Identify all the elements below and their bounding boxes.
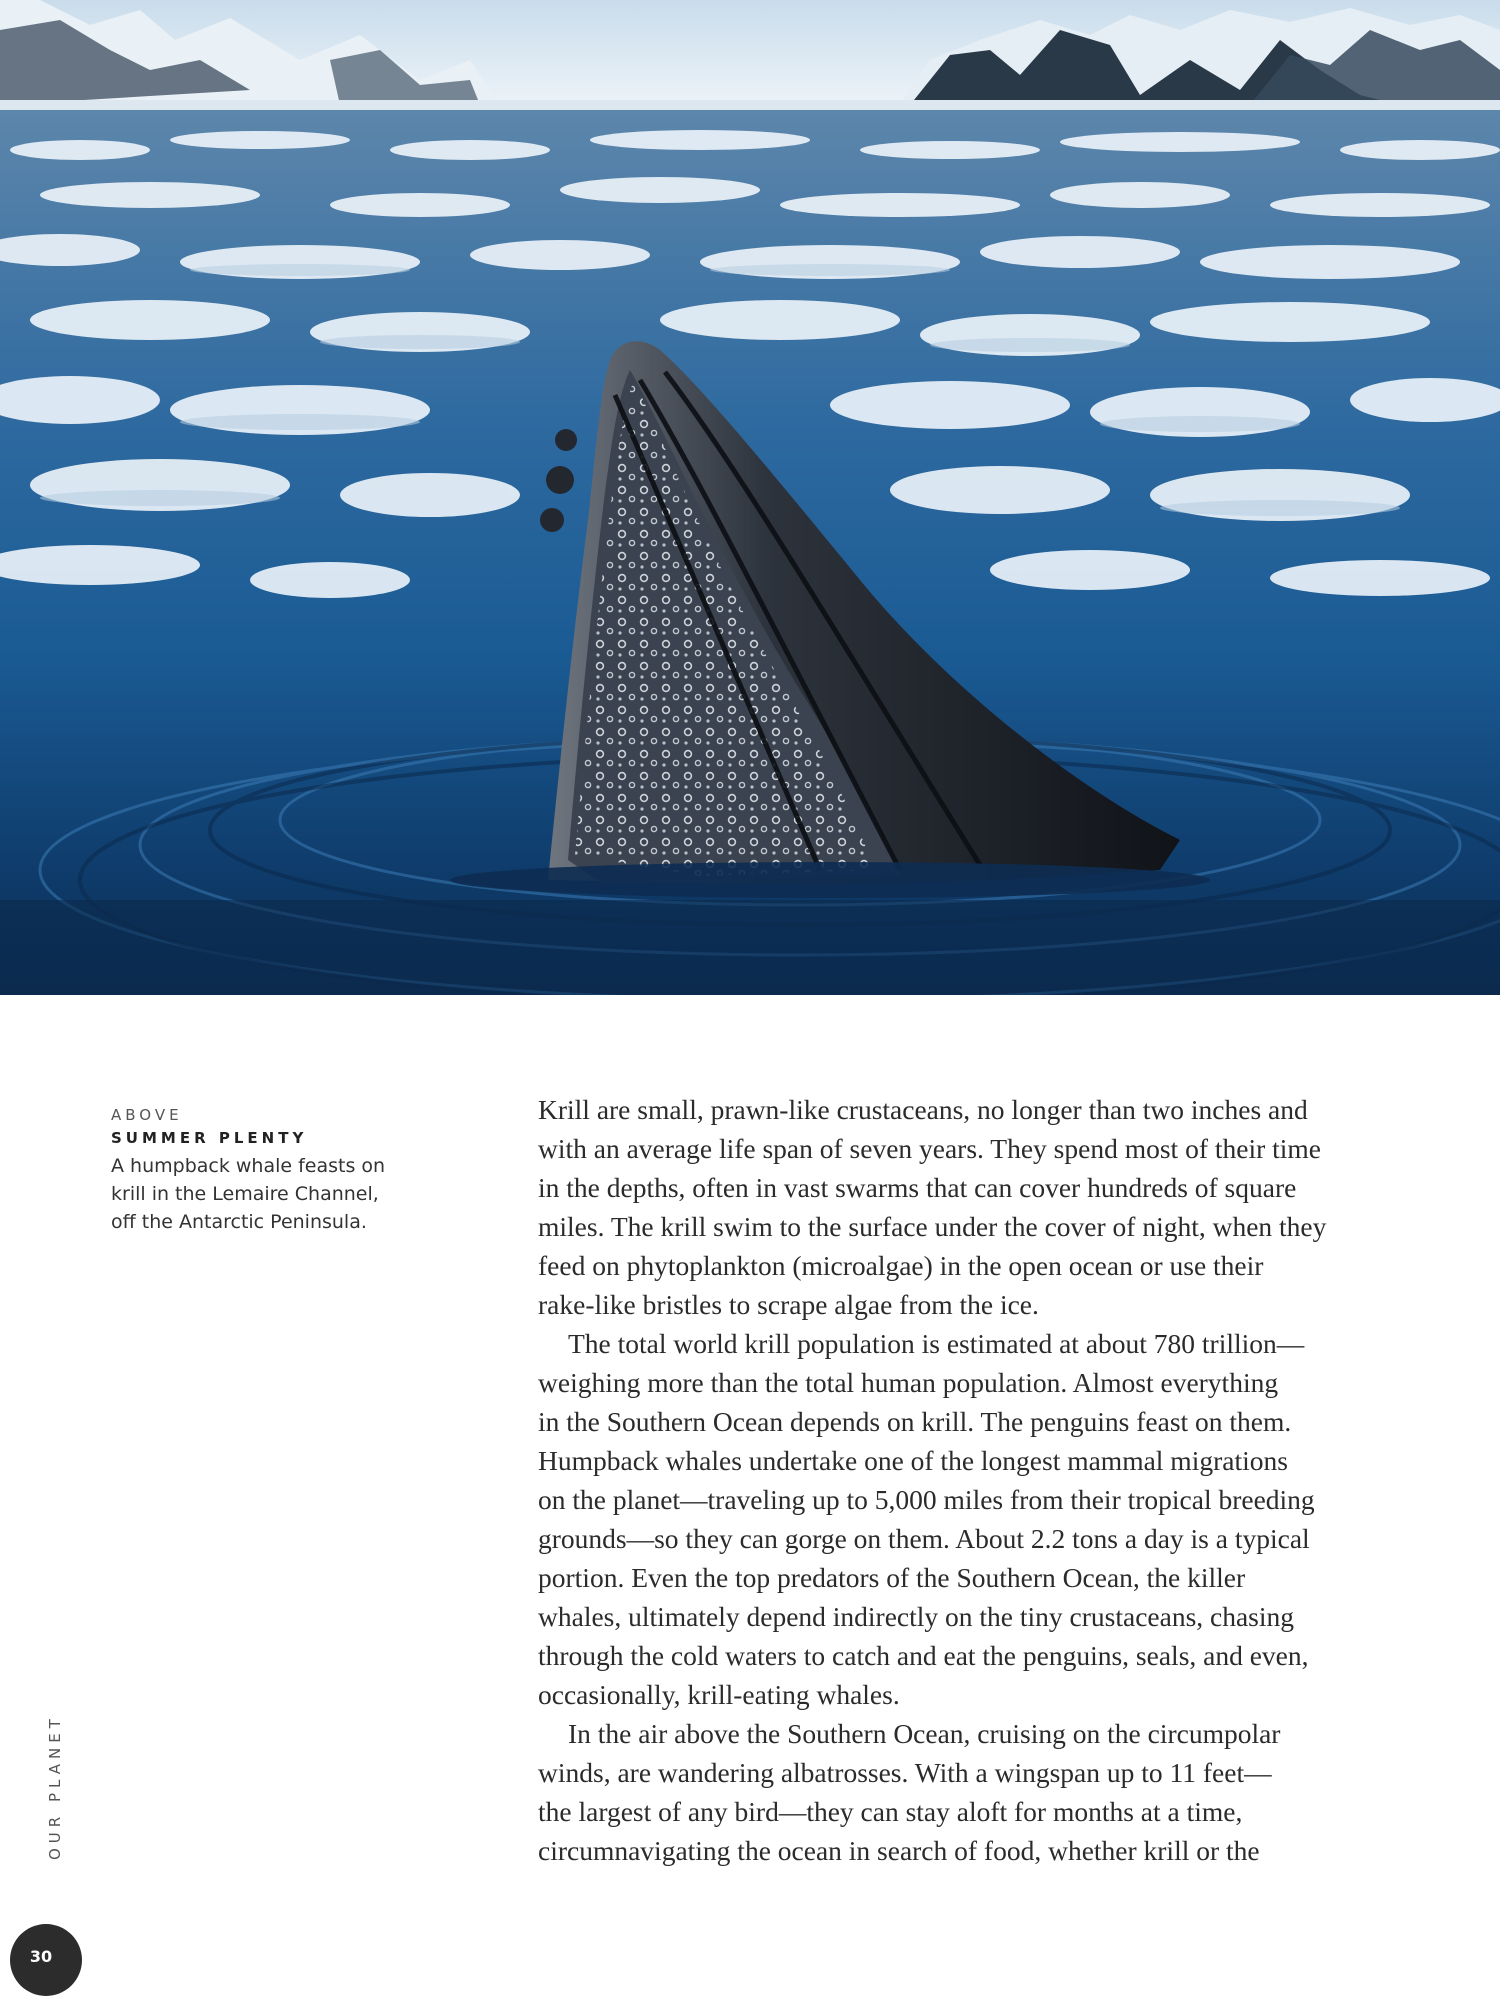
caption-title: SUMMER PLENTY xyxy=(111,1129,308,1147)
text-line: The total world krill population is estimated at about 780 trillion— xyxy=(568,1328,1305,1359)
text-line: occasionally, krill-eating whales. xyxy=(538,1679,900,1710)
caption-line: A humpback whale feasts on xyxy=(111,1155,386,1177)
text-line: miles. The krill swim to the surface under the cover of night, when they xyxy=(538,1211,1327,1242)
paragraph-krill-description xyxy=(538,1090,1388,1324)
caption-text xyxy=(111,1152,411,1236)
text-line: portion. Even the top predators of the Southern Ocean, the killer xyxy=(538,1562,1246,1593)
article-body xyxy=(538,1090,1388,1870)
text-line: the largest of any bird—they can stay aloft for months at a time, xyxy=(538,1796,1243,1827)
text-line: weighing more than the total human population. Almost everything xyxy=(538,1367,1279,1398)
text-line: winds, are wandering albatrosses. With a wingspan up to 11 feet— xyxy=(538,1757,1272,1788)
text-line: through the cold waters to catch and eat the penguins, seals, and even, xyxy=(538,1640,1309,1671)
text-line: in the Southern Ocean depends on krill. The penguins feast on them. xyxy=(538,1406,1292,1437)
text-line: In the air above the Southern Ocean, cruising on the circumpolar xyxy=(568,1718,1281,1749)
text-line: Krill are small, prawn-like crustaceans, no longer than two inches and xyxy=(538,1094,1308,1125)
text-line: circumnavigating the ocean in search of food, whether krill or the xyxy=(538,1835,1260,1866)
paragraph-krill-population xyxy=(538,1324,1388,1714)
text-line: grounds—so they can gorge on them. About 2.2 tons a day is a typical xyxy=(538,1523,1310,1554)
section-label: OUR PLANET xyxy=(46,1714,64,1860)
text-line: with an average life span of seven years. They spend most of their time xyxy=(538,1133,1321,1164)
text-line: on the planet—traveling up to 5,000 miles from their tropical breeding xyxy=(538,1484,1315,1515)
paragraph-albatrosses xyxy=(538,1714,1388,1870)
text-line: whales, ultimately depend indirectly on the tiny crustaceans, chasing xyxy=(538,1601,1295,1632)
text-line: rake-like bristles to scrape algae from the ice. xyxy=(538,1289,1039,1320)
text-line: in the depths, often in vast swarms that can cover hundreds of square xyxy=(538,1172,1297,1203)
caption-kicker: ABOVE xyxy=(111,1106,183,1124)
text-line: Humpback whales undertake one of the longest mammal migrations xyxy=(538,1445,1288,1476)
text-line: feed on phytoplankton (microalgae) in the open ocean or use their xyxy=(538,1250,1264,1281)
caption-line: krill in the Lemaire Channel, xyxy=(111,1183,379,1205)
page-number: 30 xyxy=(29,1946,53,1966)
page-number-badge xyxy=(10,1924,82,1996)
caption-line: off the Antarctic Peninsula. xyxy=(111,1211,367,1233)
photo-caption xyxy=(111,1104,411,1236)
humpback-whale-photo xyxy=(0,0,1500,995)
